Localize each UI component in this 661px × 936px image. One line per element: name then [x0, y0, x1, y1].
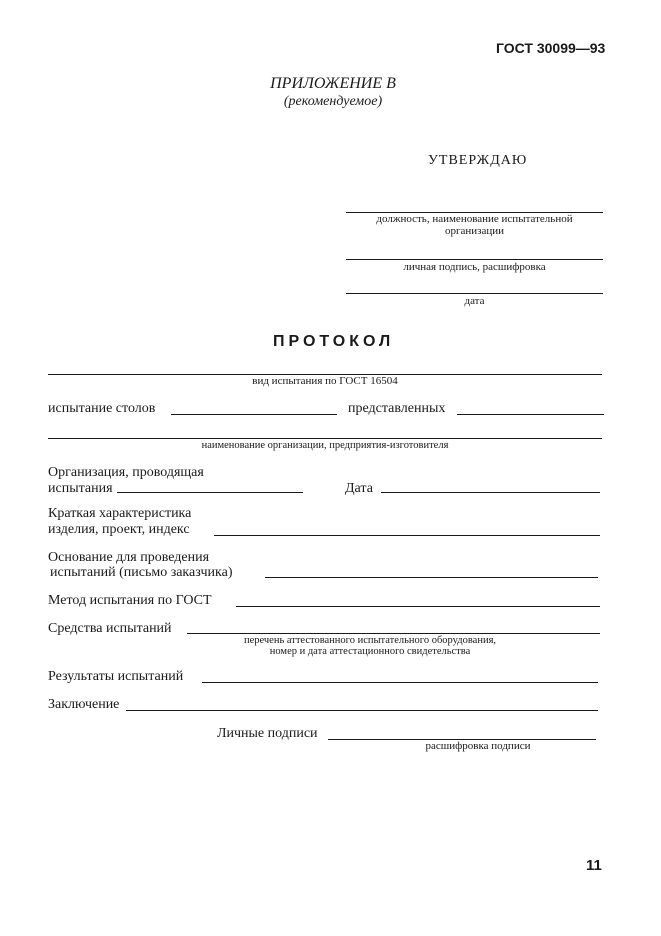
appendix-subtitle: (рекомендуемое) [283, 94, 383, 109]
brief-label-line1: Краткая характеристика [48, 506, 192, 521]
organization-field[interactable] [117, 492, 303, 493]
means-field[interactable] [187, 633, 600, 634]
tables-test-label: испытание столов [48, 401, 156, 416]
date-label: Дата [345, 481, 373, 496]
organization-label-line1: Организация, проводящая [48, 465, 204, 480]
approval-caption-organization: организации [444, 225, 505, 237]
organization-label-line2: испытания [48, 481, 113, 496]
page-number: 11 [586, 857, 602, 874]
tables-test-field[interactable] [171, 414, 337, 415]
results-field[interactable] [202, 682, 598, 683]
signatures-caption: расшифровка подписи [425, 740, 531, 752]
means-caption-line2: номер и дата аттестационного свидетельства [269, 646, 471, 657]
signatures-label: Личные подписи [217, 726, 318, 741]
means-caption-line1: перечень аттестованного испытательного оборудования, [243, 635, 497, 646]
approval-heading: УТВЕРЖДАЮ [428, 153, 528, 168]
basis-label-line2: испытаний (письмо заказчика) [50, 565, 233, 580]
document-code: ГОСТ 30099—93 [496, 40, 606, 56]
approval-caption-signature: личная подпись, расшифровка [403, 261, 546, 273]
results-label: Результаты испытаний [48, 669, 184, 684]
submitted-label: представленных [348, 401, 446, 416]
manufacturer-caption: наименование организации, предприятия-изготовителя [201, 440, 449, 451]
approval-caption-position: должность, наименование испытательной [376, 213, 573, 225]
test-type-caption: вид испытания по ГОСТ 16504 [252, 375, 398, 387]
method-field[interactable] [236, 606, 600, 607]
conclusion-field[interactable] [126, 710, 598, 711]
manufacturer-line[interactable] [48, 438, 602, 439]
approval-line-signature [346, 259, 603, 260]
appendix-title: ПРИЛОЖЕНИЕ В [270, 75, 396, 92]
approval-line-date [346, 293, 603, 294]
protocol-title: ПРОТОКОЛ [273, 333, 395, 350]
basis-label-line1: Основание для проведения [48, 550, 210, 565]
approval-caption-date: дата [464, 295, 485, 307]
means-label: Средства испытаний [48, 621, 172, 636]
basis-field[interactable] [265, 577, 598, 578]
brief-field[interactable] [214, 535, 600, 536]
conclusion-label: Заключение [48, 697, 120, 712]
method-label: Метод испытания по ГОСТ [48, 593, 212, 608]
brief-label-line2: изделия, проект, индекс [48, 522, 190, 537]
date-field[interactable] [381, 492, 600, 493]
submitted-field[interactable] [457, 414, 604, 415]
